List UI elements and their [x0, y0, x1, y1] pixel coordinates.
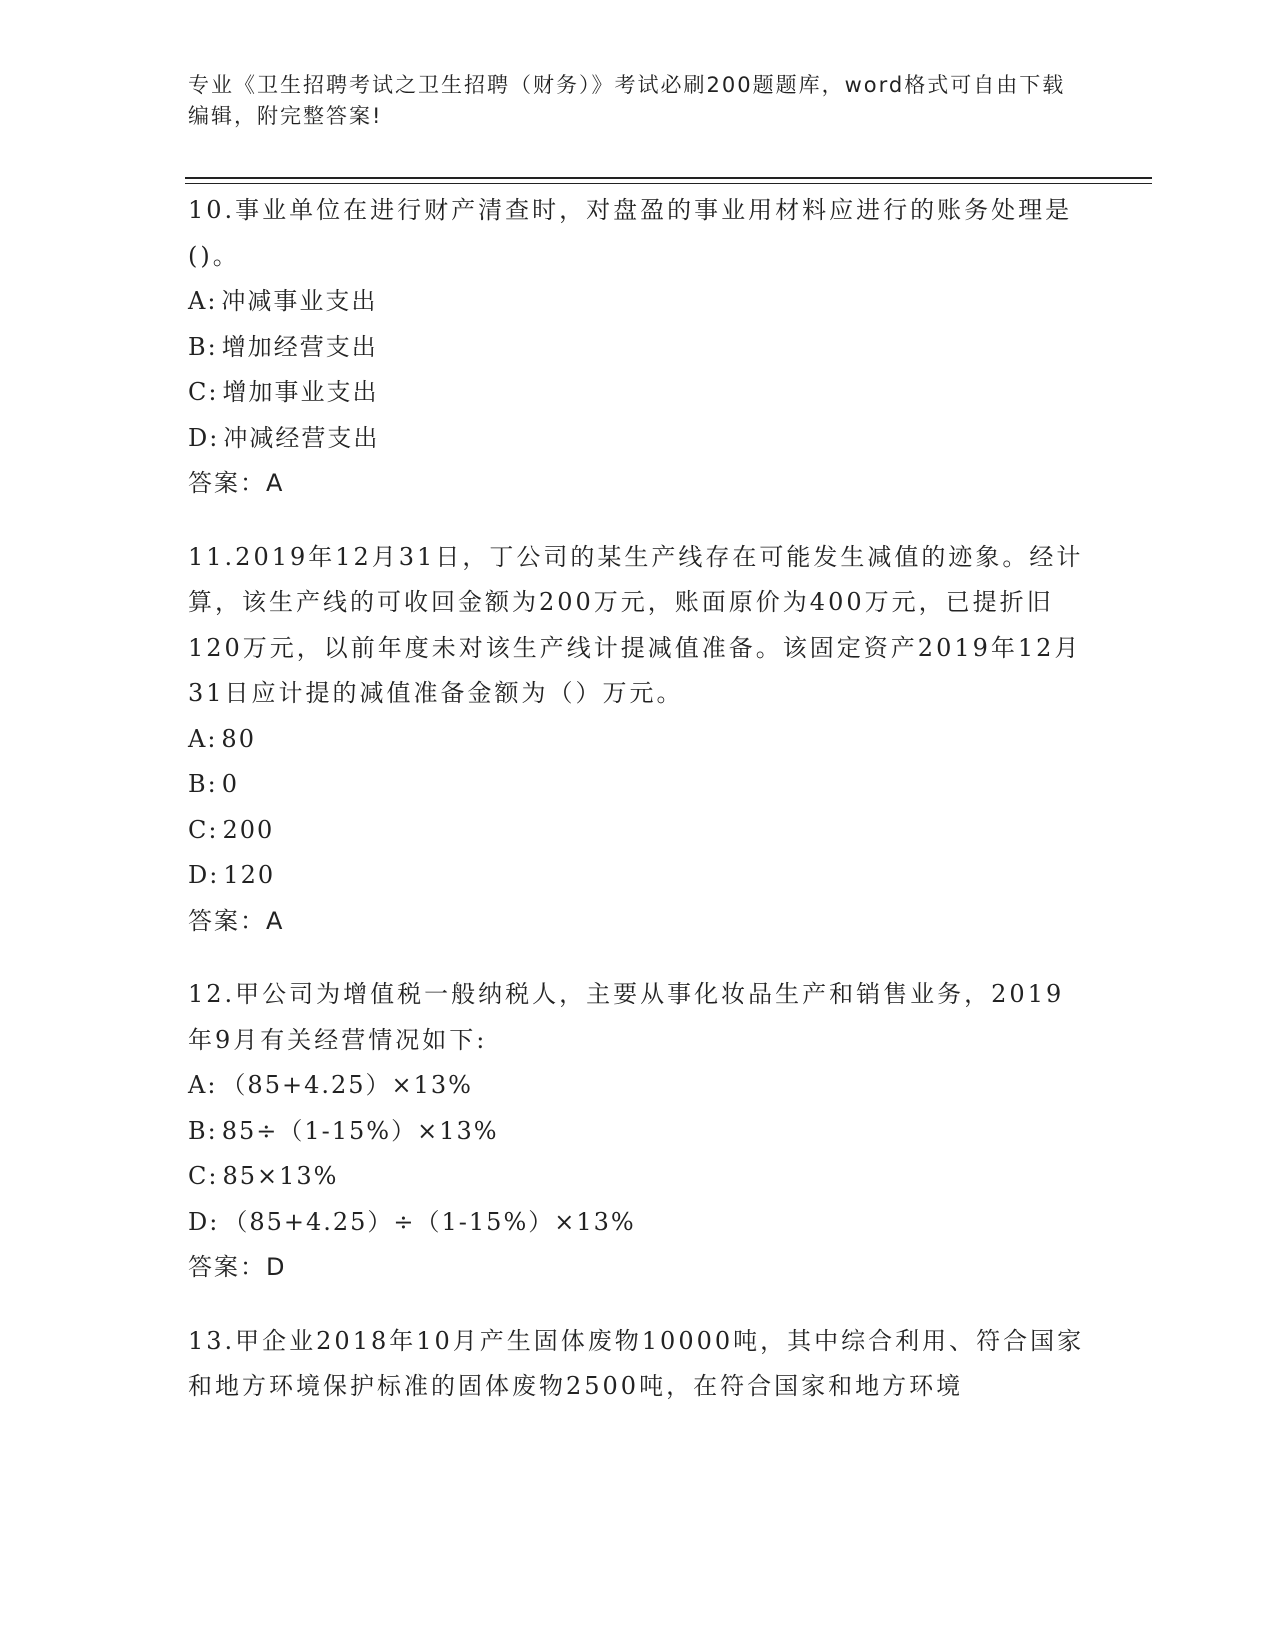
answer-line: 答案：D — [188, 1253, 287, 1281]
option-letter: C: — [188, 1162, 219, 1190]
option-d — [188, 853, 1088, 899]
question-stem: 13.甲企业2018年10月产生固体废物10000吨，其中综合利用、符合国家和地方环境保护标准的固体废物2500吨，在符合国家和地方环境 — [188, 1326, 1085, 1400]
option-a — [188, 717, 1088, 763]
option-letter: D: — [188, 861, 220, 889]
option-b — [188, 325, 1088, 371]
option-a — [188, 1063, 1088, 1109]
option-letter: C: — [188, 815, 219, 844]
option-c — [188, 808, 1088, 854]
option-text: 增加经营支出 — [221, 332, 378, 361]
option-letter: C: — [188, 378, 219, 406]
header-divider-thin — [185, 183, 1152, 184]
question-stem: 10.事业单位在进行财产清查时，对盘盈的事业用材料应进行的账务处理是()。 — [188, 196, 1073, 270]
header-divider-thick — [185, 177, 1152, 179]
question-11 — [188, 535, 1088, 945]
option-letter: A: — [188, 1071, 218, 1099]
option-a — [188, 279, 1088, 325]
option-text: （85+4.25）÷（1-15%）×13% — [223, 1207, 636, 1236]
option-b — [188, 1109, 1088, 1155]
option-text: 0 — [221, 770, 240, 798]
question-13 — [188, 1319, 1088, 1410]
option-letter: D: — [188, 423, 220, 452]
option-d — [188, 1200, 1088, 1246]
option-letter: B: — [188, 1116, 218, 1145]
option-b — [188, 762, 1088, 808]
option-text: 80 — [221, 724, 256, 753]
option-letter: A: — [188, 287, 218, 315]
option-c — [188, 1154, 1088, 1200]
option-letter: B: — [188, 770, 218, 798]
option-text: 冲减经营支出 — [223, 423, 380, 452]
option-text: （85+4.25）×13% — [221, 1071, 473, 1099]
question-stem: 12.甲公司为增值税一般纳税人，主要从事化妆品生产和销售业务，2019年9月有关经营情况如下: — [188, 980, 1065, 1054]
answer-line: 答案：A — [188, 469, 285, 497]
option-text: 200 — [222, 815, 275, 844]
header-title: 专业《卫生招聘考试之卫生招聘（财务）》考试必刷200题题库，word格式可自由下载编辑，附完整答案! — [188, 73, 1066, 128]
option-text: 85×13% — [222, 1162, 339, 1190]
option-text: 85÷（1-15%）×13% — [221, 1116, 499, 1145]
answer-line: 答案：A — [188, 906, 285, 935]
question-12 — [188, 972, 1088, 1291]
option-letter: B: — [188, 332, 218, 361]
option-letter: D: — [188, 1207, 220, 1236]
option-text: 冲减事业支出 — [221, 287, 378, 315]
question-stem: 11.2019年12月31日，丁公司的某生产线存在可能发生减值的迹象。经计算，该生产线的可收回金额为200万元，账面原价为400万元，已提折旧120万元，以前年度未对该生产线计提减值准备。该固定资产2019年12月31日应计提的减值准备金额为（）万元。 — [188, 542, 1084, 707]
option-letter: A: — [188, 724, 218, 753]
option-d — [188, 416, 1088, 462]
option-text: 增加事业支出 — [222, 378, 379, 406]
question-10 — [188, 188, 1088, 507]
document-header — [188, 70, 1088, 132]
option-text: 120 — [223, 861, 276, 889]
option-c — [188, 370, 1088, 416]
question-list — [188, 188, 1088, 1438]
